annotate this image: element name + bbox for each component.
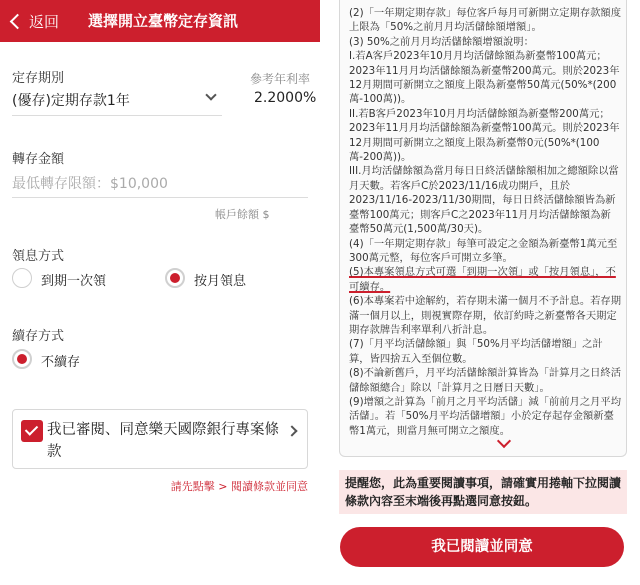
interest-option-monthly-label[interactable]: 按月領息 <box>194 274 247 289</box>
terms-paragraph: III.月均活儲餘額為當月每日日終活儲餘額相加之總額除以當月天數。若客戶C於2023/11/16成功開戶，且於2023/11/16-2023/11/30期間，每日日終活儲餘額皆為新臺幣100萬元；則客戶C之2023年11月月均活儲餘額為新臺幣50萬元(1,500萬/30天)。 <box>349 165 619 236</box>
renew-label: 續存方式 <box>12 329 65 344</box>
dropdown-chevron-icon[interactable] <box>205 89 216 100</box>
scroll-down-chevron-icon <box>497 434 511 448</box>
terms-paragraph: (8)不論新舊戶，月平均活儲餘額計算皆為「計算月之日終活儲餘額總合」除以「計算月之日曆日天數」。 <box>349 367 622 394</box>
interest-option-maturity-radio[interactable] <box>12 268 32 288</box>
interest-option-monthly-radio[interactable] <box>165 268 185 288</box>
terms-paragraph: (9)增額之計算為「前月之月平均活儲」減「前前月之月平均活儲」。若「50%月平均活儲增額」小於定存起存金額新臺幣1萬元，則當月無可開立之額度。 <box>349 395 622 437</box>
reading-notice: 提醒您，此為重要閱讀事項，請確實用捲軸下拉閱讀條款內容至末端後再點選同意按鈕。 <box>339 470 627 514</box>
renew-option-label[interactable]: 不續存 <box>41 355 81 370</box>
rate-label: 參考年利率 <box>250 72 311 86</box>
terms-scroll-area[interactable] <box>339 0 627 457</box>
interest-option-maturity-label[interactable]: 到期一次領 <box>41 274 107 289</box>
terms-content <box>349 6 621 438</box>
term-divider <box>12 115 222 116</box>
chevron-right-icon[interactable] <box>286 425 297 436</box>
term-select[interactable]: (優存)定期存款1年 <box>12 93 130 109</box>
balance-label: 帳戶餘額 $ <box>215 208 270 221</box>
renew-option-radio[interactable] <box>12 349 32 369</box>
terms-paragraph: (2)「一年期定期存款」每位客戶每月可新開立定期存款額度上限為「50%之前月月均活儲餘額增額」。 <box>349 7 622 34</box>
checkbox-checked-icon[interactable] <box>21 420 43 442</box>
confirm-read-agree-button[interactable]: 我已閱讀並同意 <box>340 527 624 567</box>
terms-paragraph: (3) 50%之前月月均活儲餘額增額說明： <box>349 35 534 48</box>
amount-divider <box>12 197 308 198</box>
amount-input[interactable]: 最低轉存限額：$10,000 <box>12 176 168 192</box>
back-chevron-icon <box>10 13 26 29</box>
terms-paragraph-highlight: (5)本專案領息方式可選「到期一次領」或「按月領息」，不可續存。 <box>349 266 616 293</box>
rate-value: 2.2000% <box>254 90 317 106</box>
terms-paragraph: (7)「月平均活儲餘額」與「50%月平均活儲增額」之計算，皆四捨五入至個位數。 <box>349 338 603 365</box>
terms-paragraph: II.若B客戶2023年10月月均活儲餘額為新臺幣200萬元；2023年11月月均活儲餘額為新臺幣100萬元。則於2023年12月期間可新開立之額度上限為新臺幣0元(50%*(100萬-200萬))。 <box>349 107 620 164</box>
top-bar <box>0 0 320 42</box>
terms-paragraph: (6)本專案若中途解約，若存期未滿一個月不予計息。若存期滿一個月以上，則視實際存期，依訂約時之新臺幣各天期定期存款牌告利率單利八折計息。 <box>349 295 622 336</box>
terms-paragraph: (4)「一年期定期存款」每筆可設定之金額為新臺幣1萬元至300萬元整，每位客戶可開立多筆。 <box>349 237 618 264</box>
back-button[interactable] <box>6 9 59 33</box>
amount-label: 轉存金額 <box>12 152 65 167</box>
terms-paragraph: I.若A客戶2023年10月月均活儲餘額為新臺幣100萬元；2023年11月月均活儲餘額為新臺幣200萬元。則於2023年12月期間可新開立之額度上限為新臺幣50萬元(50%*(200萬-100萬))。 <box>349 50 620 106</box>
page-title: 選擇開立臺幣定存資訊 <box>88 12 239 30</box>
terms-agree-row[interactable] <box>12 409 308 469</box>
scroll-down-button[interactable] <box>496 436 512 452</box>
terms-agree-text: 我已審閱、同意樂天國際銀行專案條款 <box>47 422 279 460</box>
back-label: 返回 <box>29 12 60 31</box>
terms-screen <box>320 0 640 585</box>
interest-label: 領息方式 <box>12 249 65 264</box>
term-label: 定存期別 <box>12 71 65 86</box>
read-terms-hint: 請先點擊 > 閱讀條款並同意 <box>170 480 308 493</box>
